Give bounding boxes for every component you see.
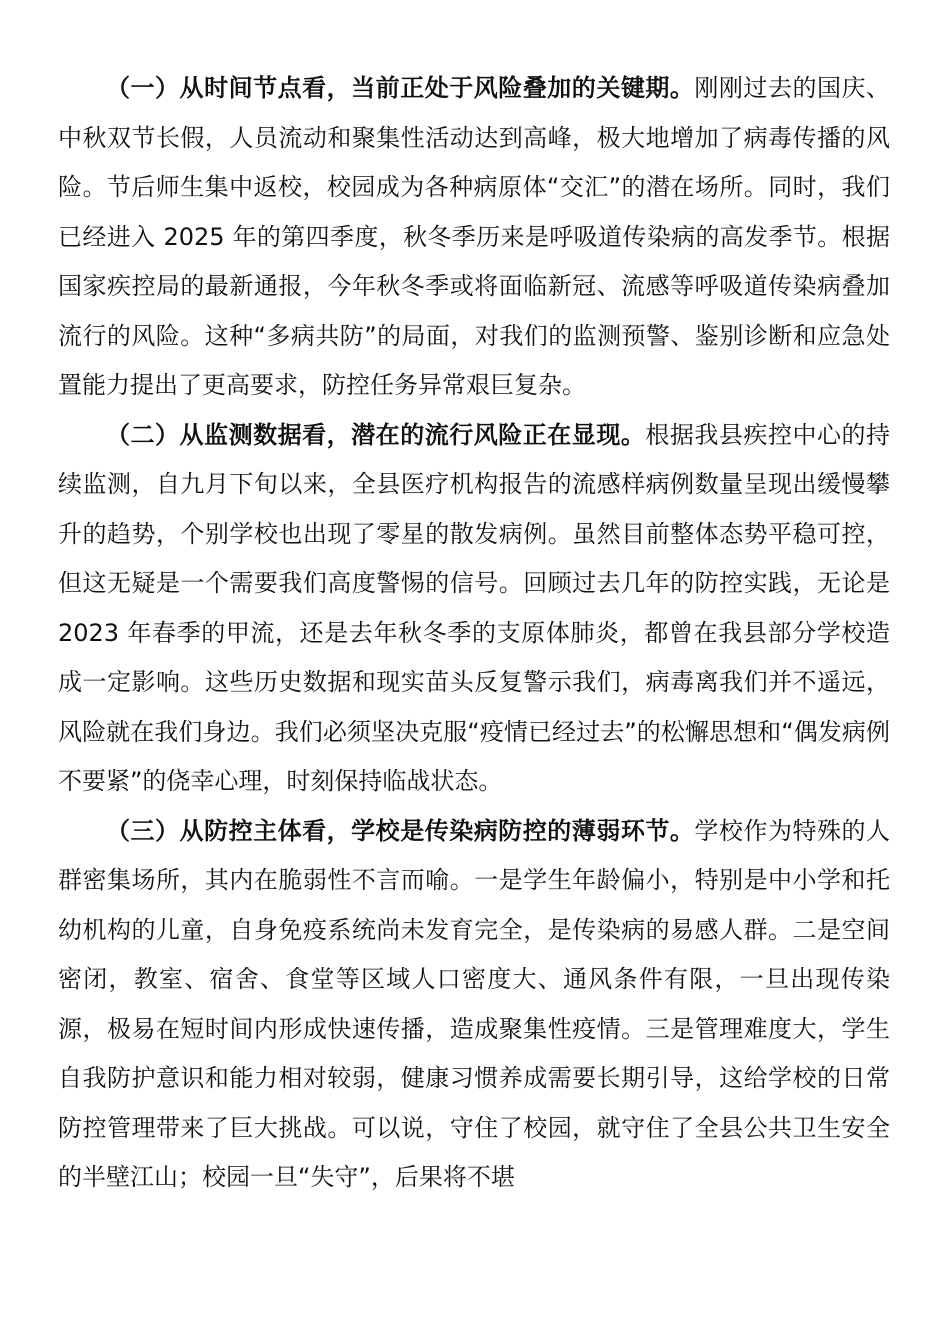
paragraph-body: 学校作为特殊的人群密集场所，其内在脆弱性不言而喻。一是学生年龄偏小，特别是中小学和托幼机构的儿童，自身免疫系统尚未发育完全，是传染病的易感人群。二是空间密闭，教室、宿舍、食堂等区域人口密度大、通风条件有限，一旦出现传染源，极易在短时间内形成快速传播，造成聚集性疫情。三是管理难度大，学生自我防护意识和能力相对较弱，健康习惯养成需要长期引导，这给学校的日常防控管理带来了巨大挑战。可以说，守住了校园，就守住了全县公共卫生安全的半壁江山；校园一旦“失守”，后果将不堪: [58, 816, 891, 1191]
paragraph-time-node: [58, 64, 890, 411]
paragraph-body: 根据我县疾控中心的持续监测，自九月下旬以来，全县医疗机构报告的流感样病例数量呈现出缓慢攀升的趋势，个别学校也出现了零星的散发病例。虽然目前整体态势平稳可控，但这无疑是一个需要我们高度警惕的信号。回顾过去几年的防控实践，无论是 2023 年春季的甲流，还是去年秋冬季的支原体肺炎，都曾在我县部分学校造成一定影响。这些历史数据和现实苗头反复警示我们，病毒离我们并不遥远，风险就在我们身边。我们必须坚决克服“疫情已经过去”的松懈思想和“偶发病例不要紧”的侥幸心理，时刻保持临战状态。: [58, 420, 891, 795]
paragraph-monitoring-data: [58, 411, 890, 807]
paragraph-heading: （二）从监测数据看，潜在的流行风险正在显现。: [106, 420, 646, 449]
paragraph-body: 刚刚过去的国庆、中秋双节长假，人员流动和聚集性活动达到高峰，极大地增加了病毒传播的风险。节后师生集中返校，校园成为各种病原体“交汇”的潜在场所。同时，我们已经进入 2025 年的第四季度，秋冬季历来是呼吸道传染病的高发季节。根据国家疾控局的最新通报，今年秋冬季或将面临新冠、流感等呼吸道传染病叠加流行的风险。这种“多病共防”的局面，对我们的监测预警、鉴别诊断和应急处置能力提出了更高要求，防控任务异常艰巨复杂。: [58, 74, 891, 399]
paragraph-prevention-subject: [58, 807, 890, 1203]
paragraph-heading: （三）从防控主体看，学校是传染病防控的薄弱环节。: [106, 816, 695, 845]
document-page: [58, 64, 890, 1203]
paragraph-heading: （一）从时间节点看，当前正处于风险叠加的关键期。: [106, 74, 695, 102]
